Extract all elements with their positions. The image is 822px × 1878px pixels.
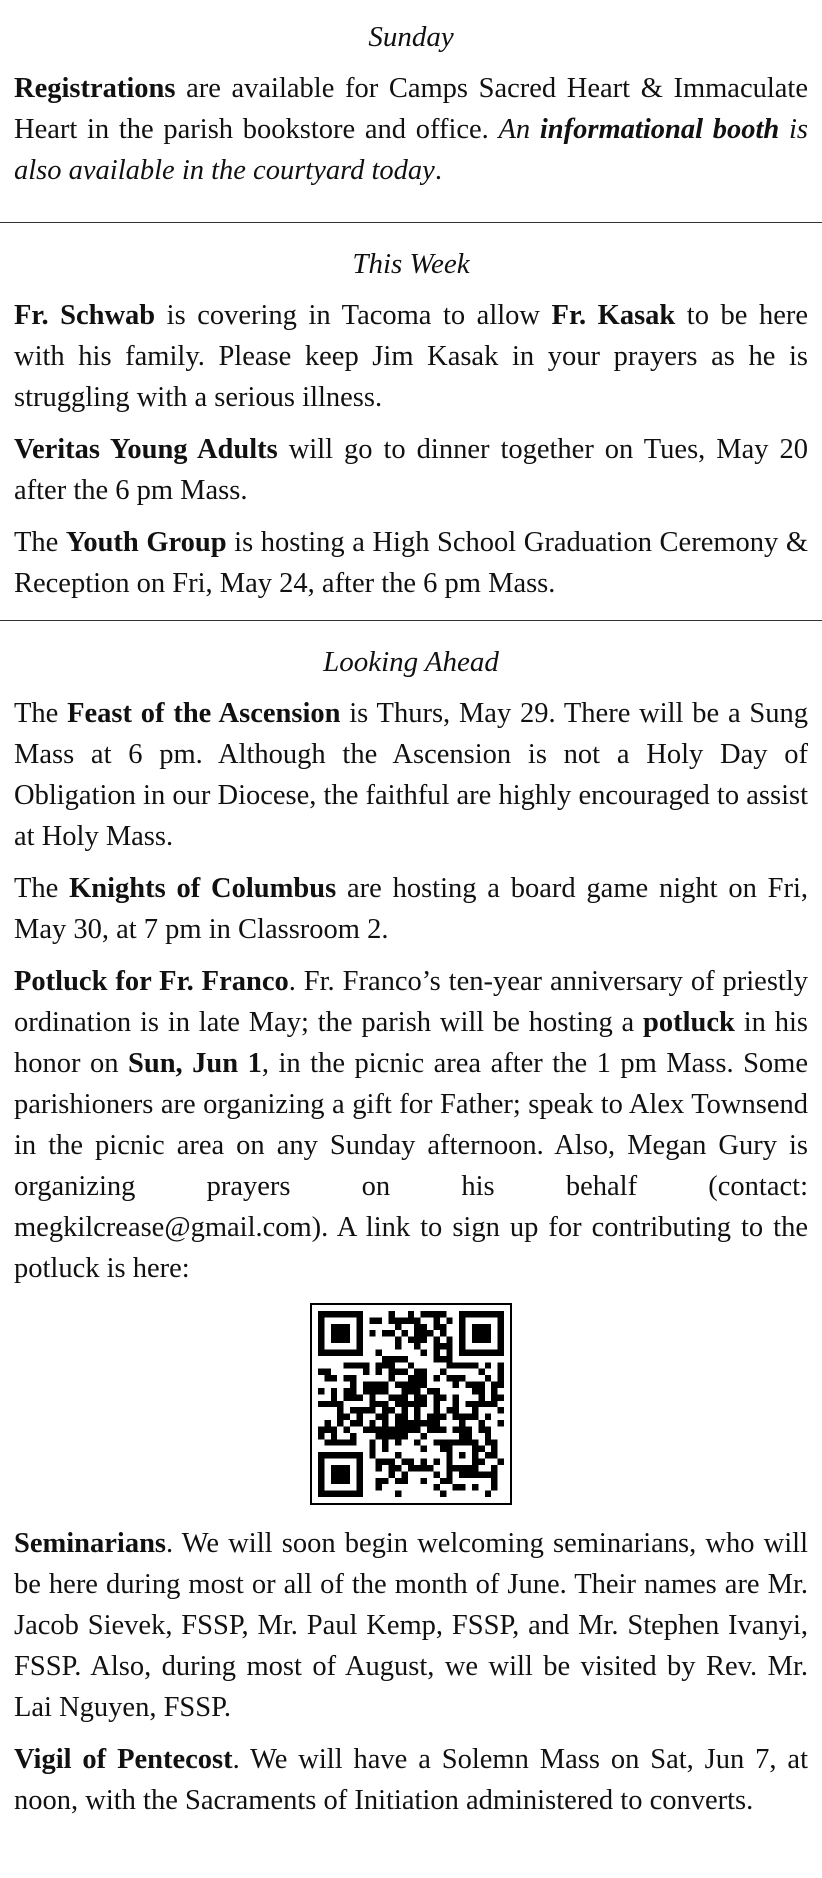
schwab-paragraph: Fr. Schwab is covering in Tacoma to allow Fr. Kasak to be here with his family. Please keep Jim Kasak in your prayers as he is struggling with a serious illness. — [14, 300, 808, 413]
vigil-of-pentecost-label: Vigil of Pentecost — [14, 1744, 233, 1775]
section-heading-looking-ahead: Looking Ahead — [323, 646, 499, 678]
registrations-paragraph: Registrations are available for Camps Sacred Heart & Immaculate Heart in the parish bookstore and office. An informational booth is also available in the courtyard today. — [14, 73, 808, 186]
pentecost-paragraph: Vigil of Pentecost. We will have a Solemn Mass on Sat, Jun 7, at noon, with the Sacraments of Initiation administered to converts. — [14, 1744, 808, 1816]
youth-group-paragraph: The Youth Group is hosting a High School Graduation Ceremony & Reception on Fri, May 24, after the 6 pm Mass. — [14, 527, 809, 599]
potluck-title-label: Potluck for Fr. Franco — [14, 966, 289, 997]
section-heading-sunday: Sunday — [368, 21, 454, 53]
potluck-date-label: Sun, Jun 1 — [128, 1048, 262, 1079]
potluck-paragraph: Potluck for Fr. Franco. Fr. Franco’s ten-year anniversary of priestly ordination is in late May; the parish will be hosting a potluck in his honor on Sun, Jun 1, in the picnic area after the 1 pm Mass. Some parishioners are organizing a gift for Father; speak to Alex Townsend in the picnic area on any Sunday afternoon. Also, Megan Gury is organizing prayers on his behalf (contact: megkilcrease@gmail.com). A link to sign up for contributing to the potluck is here: — [14, 966, 808, 1284]
knights-paragraph: The Knights of Columbus are hosting a board game night on Fri, May 30, at 7 pm in Classroom 2. — [14, 873, 809, 945]
youth-group-label: Youth Group — [65, 527, 227, 558]
qr-code-container — [14, 1303, 808, 1505]
section-sunday — [0, 0, 822, 203]
ascension-paragraph: The Feast of the Ascension is Thurs, May 29. There will be a Sung Mass at 6 pm. Although the Ascension is not a Holy Day of Obligation in our Diocese, the faithful are highly encouraged to assist at Holy Mass. — [14, 698, 808, 852]
seminarians-paragraph: Seminarians. We will soon begin welcoming seminarians, who will be here during most or all of the month of June. Their names are Mr. Jacob Sievek, FSSP, Mr. Paul Kemp, FSSP, and Mr. Stephen Ivanyi, FSSP. Also, during most of August, we will be visited by Rev. Mr. Lai Nguyen, FSSP. — [14, 1528, 808, 1723]
knights-of-columbus-label: Knights of Columbus — [69, 873, 337, 904]
registrations-label: Registrations — [14, 73, 176, 104]
seminarians-label: Seminarians — [14, 1528, 167, 1559]
veritas-label: Veritas Young Adults — [14, 434, 278, 465]
section-looking-ahead — [0, 621, 822, 1821]
fr-kasak-label: Fr. Kasak — [551, 300, 676, 331]
potluck-signup-qr-code[interactable] — [310, 1303, 512, 1505]
qr-code-icon — [318, 1311, 504, 1497]
informational-booth-label: informational booth — [539, 114, 780, 145]
section-this-week — [0, 223, 822, 604]
potluck-label: potluck — [643, 1007, 735, 1038]
fr-schwab-label: Fr. Schwab — [14, 300, 156, 331]
veritas-paragraph: Veritas Young Adults will go to dinner together on Tues, May 20 after the 6 pm Mass. — [14, 434, 808, 506]
section-heading-this-week: This Week — [352, 248, 470, 280]
feast-of-ascension-label: Feast of the Ascension — [67, 698, 341, 729]
